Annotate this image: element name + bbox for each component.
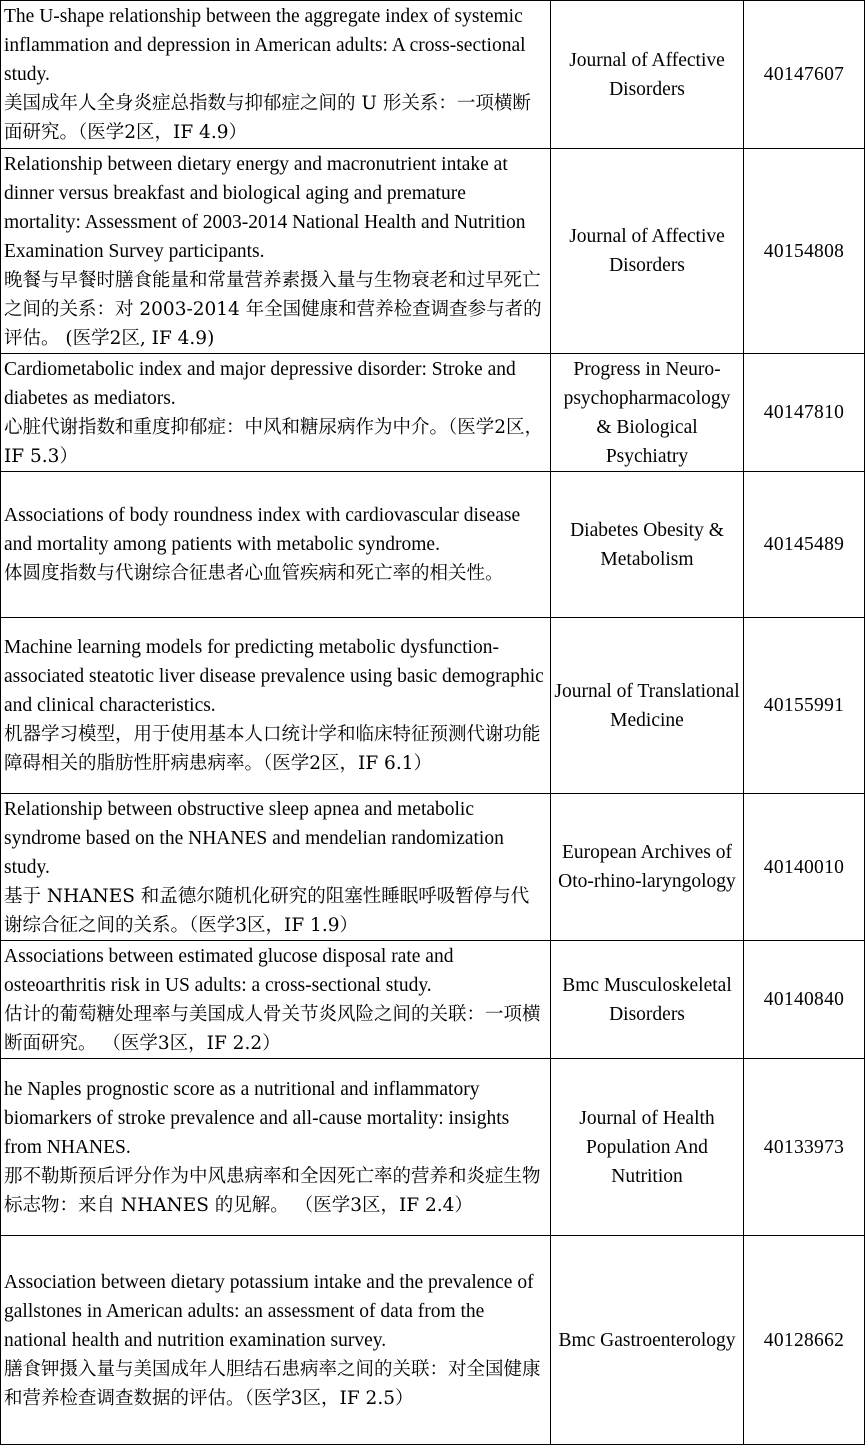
title-english: Associations between estimated glucose disposal rate and osteoarthritis risk in US adults: a cross-sectional study.	[4, 945, 454, 996]
title-chinese: 基于 NHANES 和孟德尔随机化研究的阻塞性睡眠呼吸暂停与代谢综合征之间的关系。（医学3区，IF 1.9）	[4, 885, 530, 936]
table-row	[1, 1, 865, 149]
title-chinese: 美国成年人全身炎症总指数与抑郁症之间的 U 形关系：一项横断面研究。（医学2区，IF 4.9）	[4, 93, 531, 143]
title-chinese: 心脏代谢指数和重度抑郁症：中风和糖尿病作为中介。（医学2区，IF 5.3）	[4, 416, 544, 467]
title-english: Associations of body roundness index with cardiovascular disease and mortality among patients with metabolic syndrome.	[4, 505, 521, 555]
journal-cell: Journal of Health Population And Nutrition	[551, 1059, 744, 1236]
title-english: he Naples prognostic score as a nutritional and inflammatory biomarkers of stroke prevalence and all-cause mortality: insights from NHANES.	[4, 1078, 510, 1158]
title-english: Machine learning models for predicting metabolic dysfunction-associated steatotic liver disease prevalence using basic demographic and clinical characteristics.	[4, 637, 544, 716]
title-chinese: 体圆度指数与代谢综合征患者心血管疾病和死亡率的相关性。	[4, 563, 504, 584]
title-cell	[1, 1059, 551, 1236]
pmid-cell: 40128662	[744, 1236, 865, 1445]
journal-cell: Bmc Gastroenterology	[551, 1236, 744, 1445]
pmid-cell: 40140840	[744, 941, 865, 1059]
pmid-cell: 40140010	[744, 794, 865, 941]
journal-cell: Journal of Translational Medicine	[551, 618, 744, 794]
pmid-cell: 40155991	[744, 618, 865, 794]
title-cell	[1, 941, 551, 1059]
title-chinese: 估计的葡萄糖处理率与美国成人骨关节炎风险之间的关联：一项横断面研究。 （医学3区，IF 2.2）	[4, 1003, 541, 1054]
title-english: Relationship between dietary energy and macronutrient intake at dinner versus breakfast and biological aging and premature mortality: Assessment of 2003-2014 National Health and Nutrition Examination Survey participants.	[4, 153, 526, 262]
journal-cell: Journal of Affective Disorders	[551, 1, 744, 149]
journal-cell: European Archives of Oto-rhino-laryngology	[551, 794, 744, 941]
title-cell	[1, 1, 551, 149]
journal-cell: Journal of Affective Disorders	[551, 149, 744, 354]
title-chinese: 机器学习模型，用于使用基本人口统计学和临床特征预测代谢功能障碍相关的脂肪性肝病患病率。（医学2区，IF 6.1）	[4, 724, 541, 774]
title-english: Relationship between obstructive sleep apnea and metabolic syndrome based on the NHANES and mendelian randomization study.	[4, 798, 504, 878]
table-row	[1, 618, 865, 794]
title-english: The U-shape relationship between the aggregate index of systemic inflammation and depression in American adults: A cross-sectional study.	[4, 6, 526, 85]
title-english: Cardiometabolic index and major depressive disorder: Stroke and diabetes as mediators.	[4, 358, 516, 409]
title-chinese: 晚餐与早餐时膳食能量和常量营养素摄入量与生物衰老和过早死亡之间的关系：对 2003-2014 年全国健康和营养检查调查参与者的评估。 (医学2区, IF 4.9)	[4, 269, 542, 349]
title-cell	[1, 472, 551, 618]
title-cell	[1, 794, 551, 941]
pmid-cell: 40133973	[744, 1059, 865, 1236]
table-row	[1, 1059, 865, 1236]
journal-cell: Progress in Neuro-psychopharmacology & Biological Psychiatry	[551, 354, 744, 472]
table-row	[1, 472, 865, 618]
table-row	[1, 794, 865, 941]
table-row	[1, 149, 865, 354]
title-chinese: 膳食钾摄入量与美国成年人胆结石患病率之间的关联：对全国健康和营养检查调查数据的评估。（医学3区，IF 2.5）	[4, 1358, 541, 1409]
title-cell	[1, 149, 551, 354]
pmid-cell: 40147810	[744, 354, 865, 472]
title-cell	[1, 618, 551, 794]
table-row	[1, 941, 865, 1059]
pmid-cell: 40154808	[744, 149, 865, 354]
title-english: Association between dietary potassium intake and the prevalence of gallstones in American adults: an assessment of data from the national health and nutrition examination survey.	[4, 1271, 534, 1351]
title-chinese: 那不勒斯预后评分作为中风患病率和全因死亡率的营养和炎症生物标志物：来自 NHANES 的见解。 （医学3区，IF 2.4）	[4, 1165, 541, 1216]
pmid-cell: 40147607	[744, 1, 865, 149]
table-row	[1, 354, 865, 472]
pmid-cell: 40145489	[744, 472, 865, 618]
journal-cell: Bmc Musculoskeletal Disorders	[551, 941, 744, 1059]
title-cell	[1, 1236, 551, 1445]
table-row	[1, 1236, 865, 1445]
journal-cell: Diabetes Obesity & Metabolism	[551, 472, 744, 618]
title-cell	[1, 354, 551, 472]
